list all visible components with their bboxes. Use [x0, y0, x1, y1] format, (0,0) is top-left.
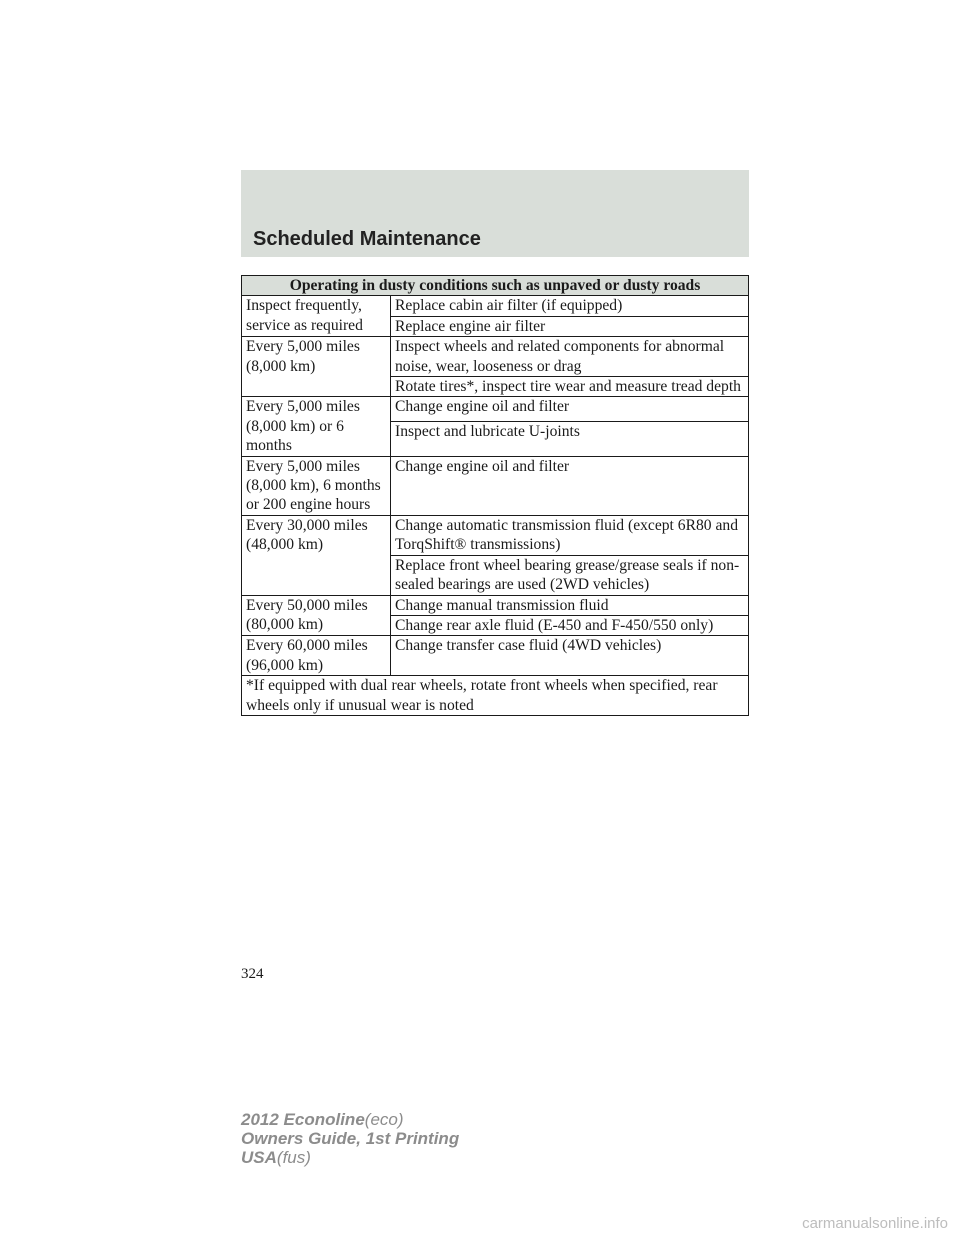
table-footnote: *If equipped with dual rear wheels, rotate front wheels when specified, rear wheels only if unusual wear is noted: [242, 676, 749, 716]
task-cell: Replace front wheel bearing grease/grease seals if non-sealed bearings are used (2WD vehicles): [391, 555, 749, 595]
interval-cell: Every 60,000 miles (96,000 km): [242, 636, 391, 676]
table-row: [242, 595, 749, 615]
task-cell: Inspect and lubricate U-joints: [391, 421, 749, 456]
footer-model-code: (eco): [364, 1110, 404, 1129]
table-row: [242, 337, 749, 377]
footer-model-line: [241, 1110, 459, 1129]
interval-cell: Every 5,000 miles (8,000 km): [242, 337, 391, 397]
task-cell: Change engine oil and filter: [391, 397, 749, 421]
interval-cell: Every 5,000 miles (8,000 km) or 6 months: [242, 397, 391, 456]
page-number: 324: [241, 966, 264, 982]
task-cell: Rotate tires*, inspect tire wear and measure tread depth: [391, 377, 749, 397]
document-footer: [241, 1110, 459, 1167]
task-cell: Change automatic transmission fluid (except 6R80 and TorqShift® transmissions): [391, 515, 749, 555]
footer-market-line: [241, 1148, 459, 1167]
interval-cell: Every 50,000 miles (80,000 km): [242, 595, 391, 636]
footer-guide-line: [241, 1129, 459, 1148]
footer-guide: Owners Guide, 1st Printing: [241, 1129, 460, 1148]
table-heading: Operating in dusty conditions such as unpaved or dusty roads: [242, 276, 749, 296]
interval-cell: Every 30,000 miles (48,000 km): [242, 515, 391, 595]
table-row: [242, 636, 749, 676]
task-cell: Change manual transmission fluid: [391, 595, 749, 615]
task-cell: Replace engine air filter: [391, 316, 749, 336]
task-cell: Inspect wheels and related components for abnormal noise, wear, looseness or drag: [391, 337, 749, 377]
table-row: [242, 515, 749, 555]
task-cell: Replace cabin air filter (if equipped): [391, 296, 749, 316]
footer-market: USA: [241, 1148, 277, 1167]
interval-cell: Inspect frequently, service as required: [242, 296, 391, 337]
task-cell: Change engine oil and filter: [391, 456, 749, 515]
table-row: [242, 296, 749, 316]
table-row: [242, 397, 749, 421]
header-band: [241, 170, 749, 257]
task-cell: Change transfer case fluid (4WD vehicles): [391, 636, 749, 676]
interval-cell: Every 5,000 miles (8,000 km), 6 months or 200 engine hours: [242, 456, 391, 515]
section-title: Scheduled Maintenance: [253, 228, 481, 250]
table-row: [242, 456, 749, 515]
watermark: carmanualsonline.info: [802, 1215, 948, 1232]
task-cell: Change rear axle fluid (E-450 and F-450/550 only): [391, 615, 749, 635]
footer-market-code: (fus): [276, 1148, 311, 1167]
footer-model: 2012 Econoline: [241, 1110, 365, 1129]
maintenance-table: [241, 275, 749, 716]
table-row: [242, 676, 749, 716]
